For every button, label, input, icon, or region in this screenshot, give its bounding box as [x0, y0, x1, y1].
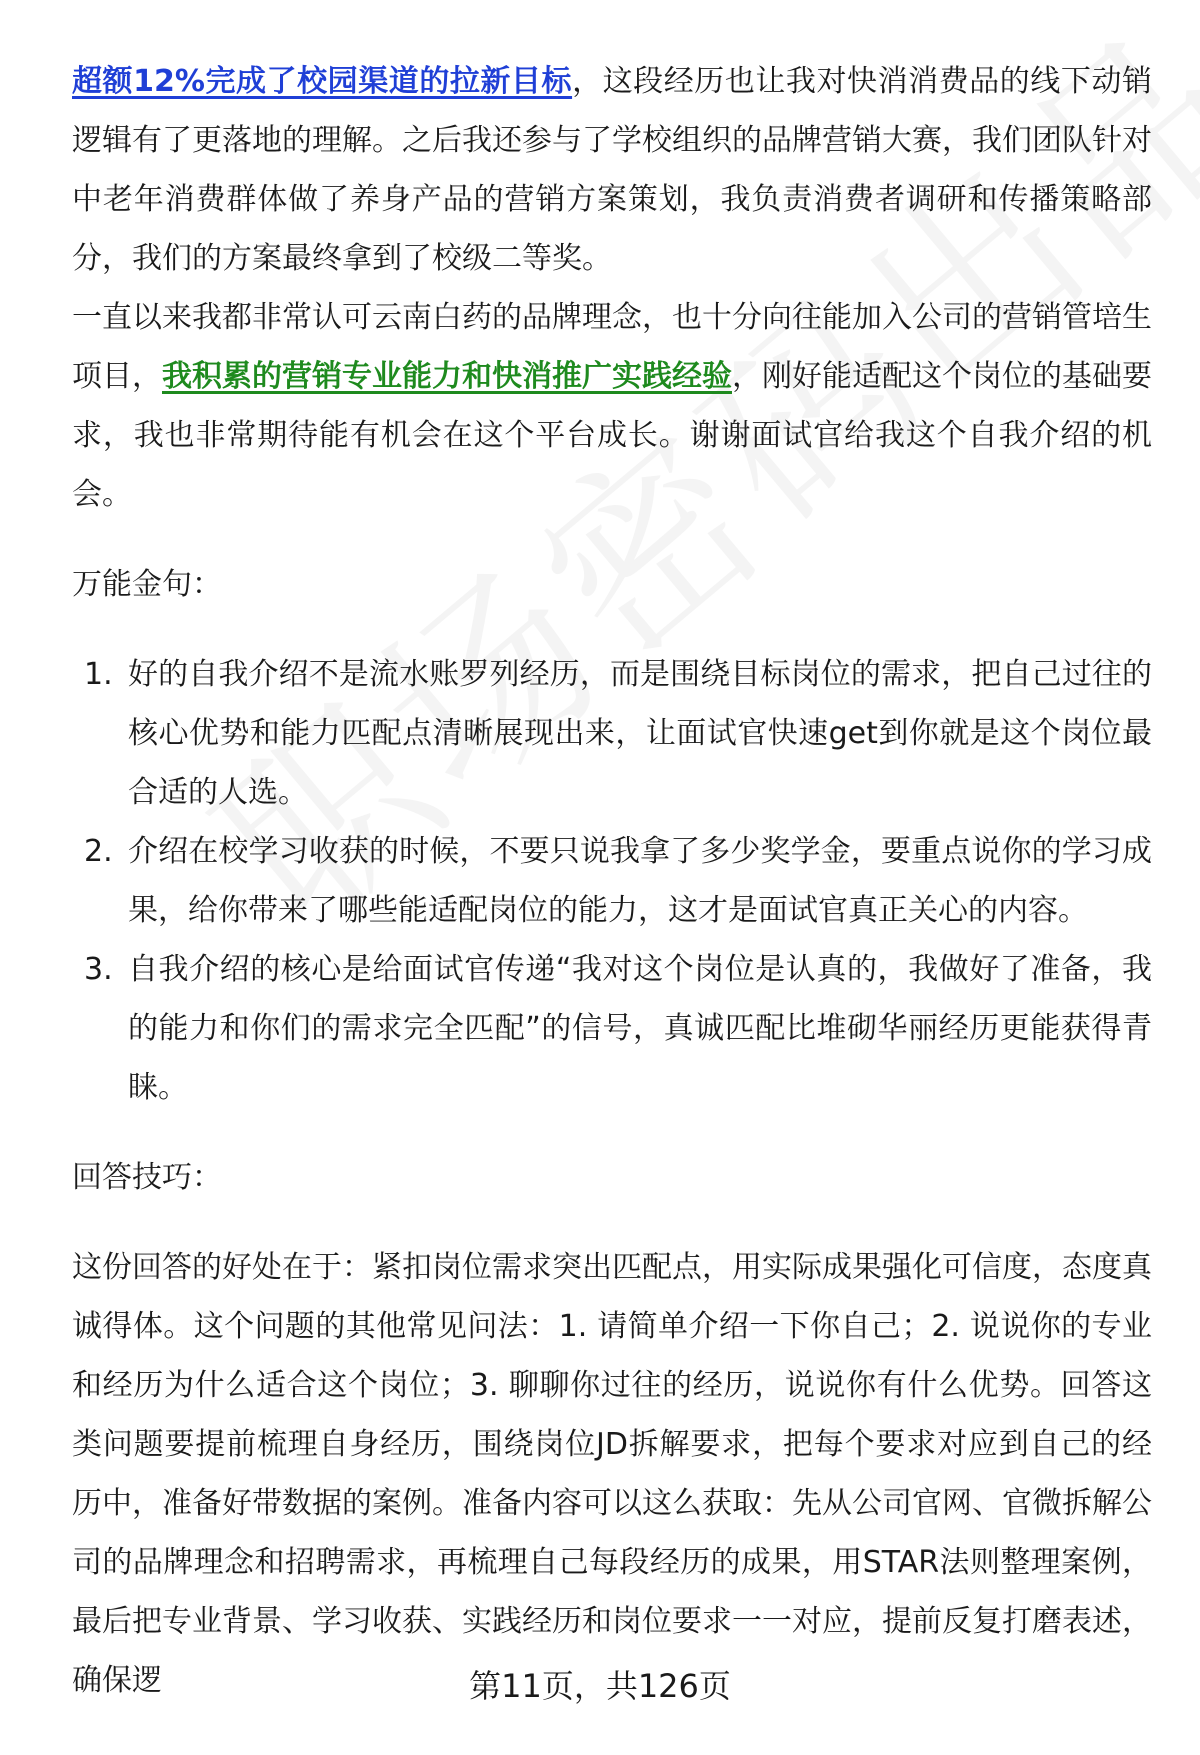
golden-sentences-list: [72, 645, 1152, 1117]
list-number: 2.: [84, 834, 113, 869]
list-number: 3.: [84, 952, 113, 987]
intro-paragraph-1: [72, 52, 1152, 288]
answer-skills-heading: 回答技巧：: [72, 1160, 222, 1195]
page-footer: 第11页，共126页: [469, 1667, 731, 1705]
highlight-blue: 超额12%完成了校园渠道的拉新目标: [72, 64, 573, 99]
list-item: [72, 645, 1152, 822]
list-item: [72, 822, 1152, 940]
intro-text-2a: 一直以来我都非常认可云南白药的品牌理念，也十分向往能加入公司的营销管培生项目，: [72, 300, 1152, 394]
list-number: 1.: [84, 657, 113, 692]
golden-sentences-heading: 万能金句：: [72, 567, 222, 602]
intro-text-2b: ，刚好能适配这个岗位的基础要求，我也非常期待能有机会在这个平台成长。谢谢面试官给我这个自我介绍的机会。: [72, 359, 1152, 512]
list-item-text: 好的自我介绍不是流水账罗列经历，而是围绕目标岗位的需求，把自己过往的核心优势和能力匹配点清晰展现出来，让面试官快速get到你就是这个岗位最合适的人选。: [128, 657, 1152, 810]
list-item: [72, 940, 1152, 1117]
highlight-green: 我积累的营销专业能力和快消推广实践经验: [162, 359, 732, 394]
list-item-text: 自我介绍的核心是给面试官传递“我对这个岗位是认真的，我做好了准备，我的能力和你们的需求完全匹配”的信号，真诚匹配比堆砌华丽经历更能获得青睐。: [128, 952, 1152, 1105]
document-page: [72, 52, 1152, 1710]
intro-text-1: ，这段经历也让我对快消消费品的线下动销逻辑有了更落地的理解。之后我还参与了学校组织的品牌营销大赛，我们团队针对中老年消费群体做了养身产品的营销方案策划，我负责消费者调研和传播策略部分，我们的方案最终拿到了校级二等奖。: [72, 64, 1152, 276]
list-item-text: 介绍在校学习收获的时候，不要只说我拿了多少奖学金，要重点说你的学习成果，给你带来了哪些能适配岗位的能力，这才是面试官真正关心的内容。: [128, 834, 1152, 928]
answer-skills-paragraph: 这份回答的好处在于：紧扣岗位需求突出匹配点，用实际成果强化可信度，态度真诚得体。这个问题的其他常见问法：1. 请简单介绍一下你自己；2. 说说你的专业和经历为什么适合这个岗位；3. 聊聊你过往的经历，说说你有什么优势。回答这类问题要提前梳理自身经历，围绕岗位JD拆解要求，把每个要求对应到自己的经历中，准备好带数据的案例。准备内容可以这么获取：先从公司官网、官微拆解公司的品牌理念和招聘需求，再梳理自己每段经历的成果，用STAR法则整理案例，最后把专业背景、学习收获、实践经历和岗位要求一一对应，提前反复打磨表述，确保逻: [72, 1250, 1152, 1698]
intro-paragraph-2: [72, 288, 1152, 524]
